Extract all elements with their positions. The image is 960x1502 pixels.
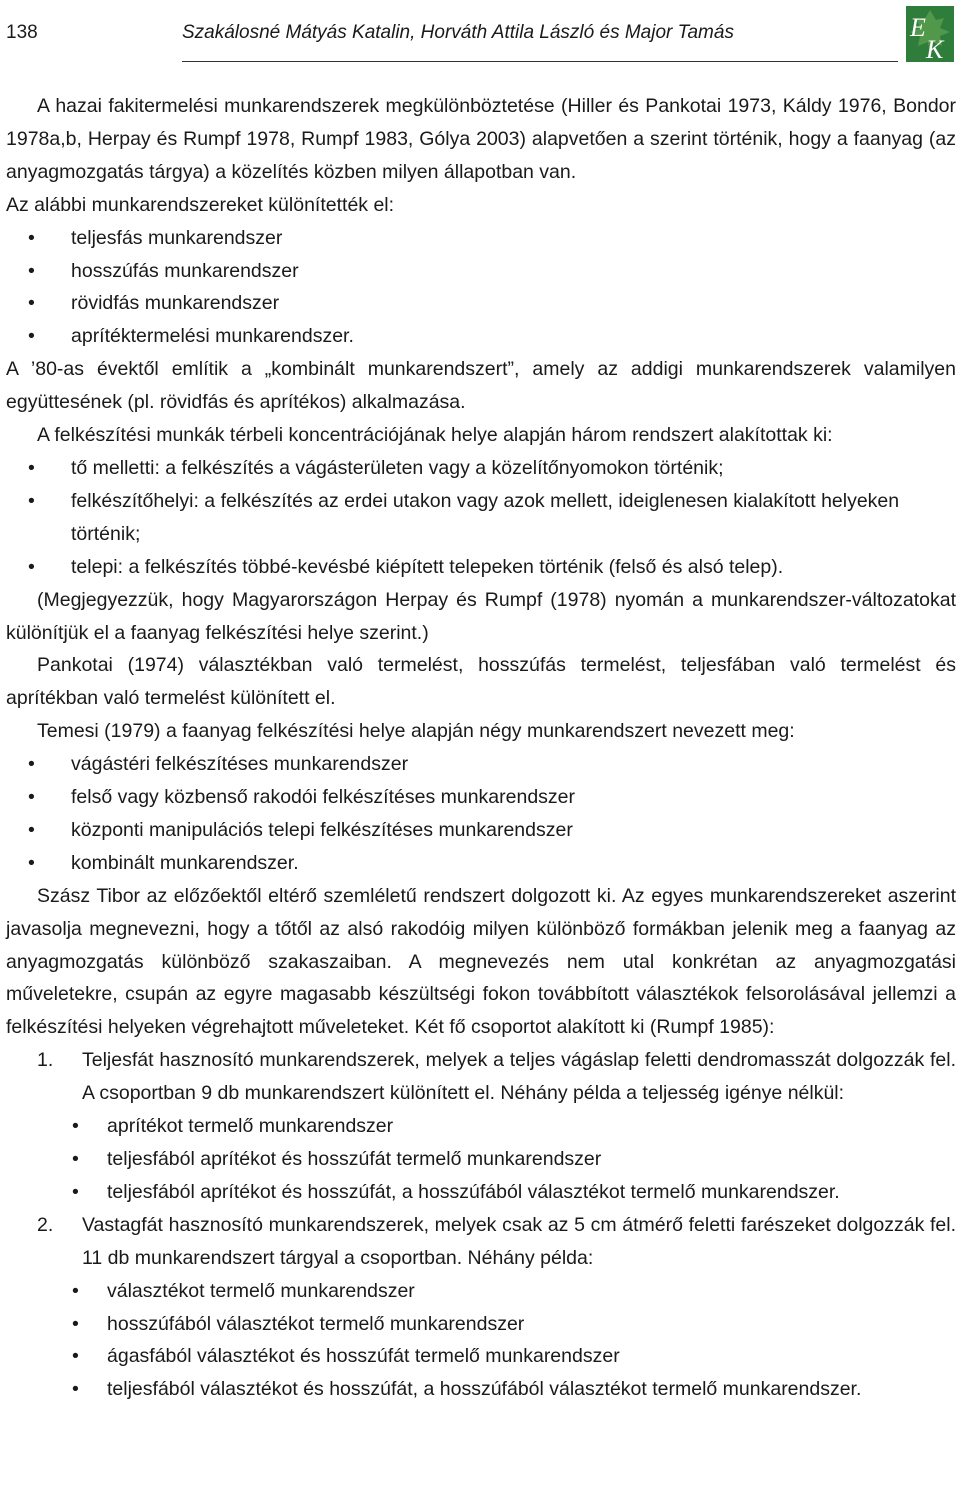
list-item: • teljesfás munkarendszer — [6, 222, 956, 255]
list-item: • aprítékot termelő munkarendszer — [82, 1110, 956, 1143]
sub-bullet-list — [82, 1275, 956, 1407]
list-item: • hosszúfából választékot termelő munkarendszer — [82, 1308, 956, 1341]
paragraph-pankotai: Pankotai (1974) választékban való termelést, hosszúfás termelést, teljesfában való termelést és aprítékban való termelést különített el. — [6, 654, 956, 710]
header-rule — [182, 61, 898, 62]
numbered-item — [6, 1209, 956, 1406]
list-item: • teljesfából aprítékot és hosszúfát, a hosszúfából választékot termelő munkarendszer. — [82, 1176, 956, 1209]
list-item: • vágástéri felkészítéses munkarendszer — [6, 748, 956, 781]
numbered-item — [6, 1044, 956, 1209]
list-item: • hosszúfás munkarendszer — [6, 255, 956, 288]
list-item: • központi manipulációs telepi felkészítéses munkarendszer — [6, 814, 956, 847]
list-item: • rövidfás munkarendszer — [6, 287, 956, 320]
page-header — [0, 0, 960, 72]
bullet-list-locations — [6, 452, 956, 584]
list-item: • telepi: a felkészítés többé-kevésbé kiépített telepeken történik (felső és alsó telep). — [6, 551, 956, 584]
paragraph-combined: A ’80-as évektől említik a „kombinált munkarendszert”, amely az addigi munkarendszerek valamilyen együttesének (pl. rövidfás és aprítékos) alkalmazása. — [6, 358, 956, 414]
item-number: 2. — [37, 1213, 54, 1236]
paragraph-note: (Megjegyezzük, hogy Magyarországon Herpay és Rumpf (1978) nyomán a munkarendszer-változatokat különítjük el a faanyag felkészítési helye szerint.) — [6, 588, 956, 644]
list-item: • ágasfából választékot és hosszúfát termelő munkarendszer — [82, 1340, 956, 1373]
paragraph-intro: A hazai fakitermelési munkarendszerek megkülönböztetése (Hiller és Pankotai 1973, Káldy 1976, Bondor 1978a,b, Herpay és Rumpf 1978, Rumpf 1983, Gólya 2003) alapvetően a szerint történik, hogy a faanyag (az anyagmozgatás tárgya) a közelítés közben milyen állapotban van. — [6, 95, 956, 183]
numbered-item-text: Teljesfát hasznosító munkarendszerek, melyek a teljes vágáslap feletti dendromasszát dolgozzák fel. A csoportban 9 db munkarendszert különített el. Néhány példa a teljesség igénye nélkül: — [82, 1049, 956, 1105]
paragraph-temesi: Temesi (1979) a faanyag felkészítési helye alapján négy munkarendszert nevezett meg: — [37, 720, 795, 743]
list-item: • kombinált munkarendszer. — [6, 847, 956, 880]
list-item: • választékot termelő munkarendszer — [82, 1275, 956, 1308]
bullet-list-systems — [6, 222, 956, 354]
paragraph-szasz: Szász Tibor az előzőektől eltérő szemléletű rendszert dolgozott ki. Az egyes munkarendszereket aszerint javasolja megnevezni, hogy a tőtől az alsó rakodóig milyen különböző formákban jelenik meg a faanyag az anyagmozgatás különböző szakaszaiban. A megnevezés nem utal konkrétan az anyagmozgatási műveletekre, csupán az egyre magasabb készültségi fokon továbbított választékok felsorolásával jellemzi a felkészítési helyeken végrehajtott műveleteket. Két fő csoportot alakított ki (Rumpf 1985): — [6, 884, 956, 1039]
sub-bullet-list — [82, 1110, 956, 1209]
bullet-list-temesi — [6, 748, 956, 880]
svg-text:E: E — [910, 13, 926, 42]
paragraph-concentration: A felkészítési munkák térbeli koncentrációjának helye alapján három rendszert alakítottak ki: — [37, 424, 833, 447]
list-item: • felkészítőhelyi: a felkészítés az erdei utakon vagy azok mellett, ideiglenesen kialakított helyeken történik; — [6, 485, 956, 551]
numbered-list-groups — [6, 1044, 956, 1406]
list-item: • teljesfából aprítékot és hosszúfát termelő munkarendszer — [82, 1143, 956, 1176]
item-number: 1. — [37, 1049, 54, 1072]
list-item: • tő melletti: a felkészítés a vágásterületen vagy a közelítőnyomokon történik; — [6, 452, 956, 485]
page-number: 138 — [6, 22, 38, 43]
list-item: • felső vagy közbenső rakodói felkészítéses munkarendszer — [6, 781, 956, 814]
body-text — [6, 90, 956, 1406]
list-item: • aprítéktermelési munkarendszer. — [6, 320, 956, 353]
paragraph-systems-intro: Az alábbi munkarendszereket különítették el: — [6, 193, 395, 216]
svg-text:K: K — [926, 35, 944, 62]
ek-logo-icon — [906, 6, 954, 62]
numbered-item-text: Vastagfát hasznosító munkarendszerek, melyek csak az 5 cm átmérő feletti farészeket dolgozzák fel. 11 db munkarendszert tárgyal a csoportban. Néhány példa: — [82, 1213, 956, 1269]
running-head: Szakálosné Mátyás Katalin, Horváth Attila László és Major Tamás — [182, 22, 734, 43]
list-item: • teljesfából választékot és hosszúfát, a hosszúfából választékot termelő munkarendszer. — [82, 1373, 956, 1406]
